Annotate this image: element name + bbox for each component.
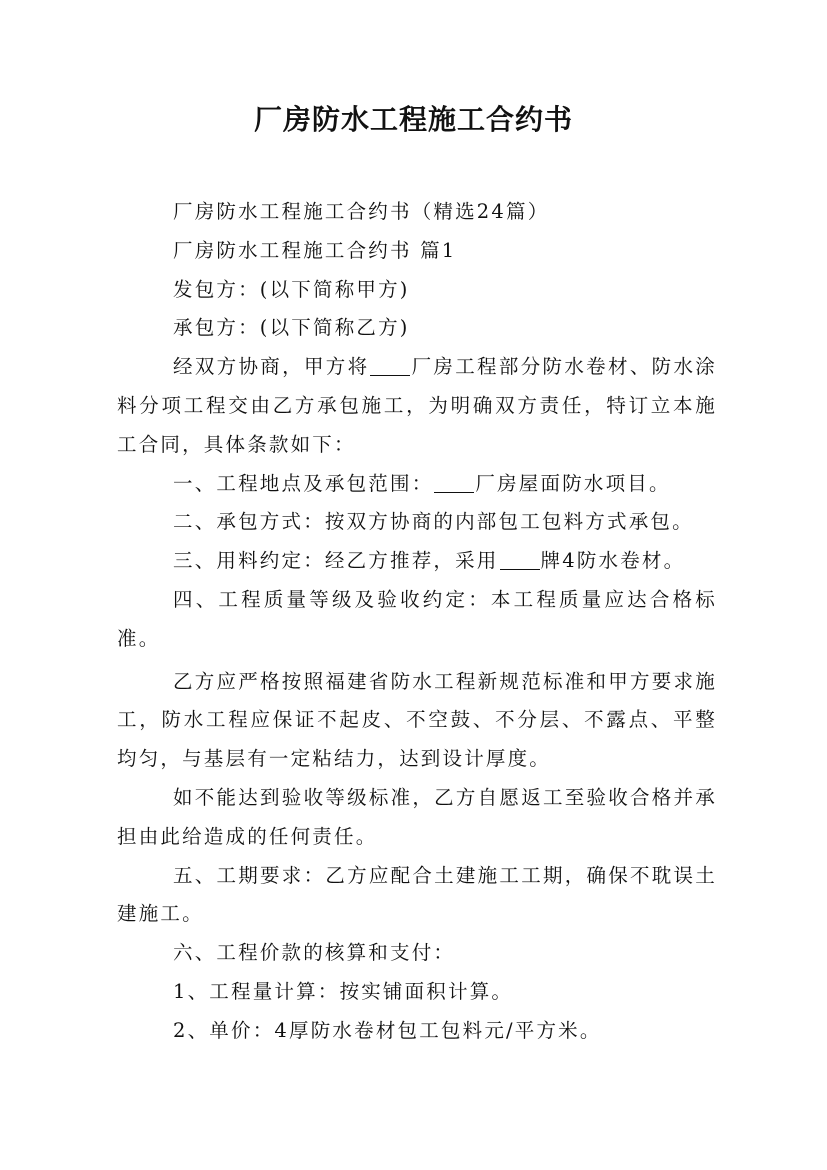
- clause-4: 四、工程质量等级及验收约定：本工程质量应达合格标准。: [117, 587, 717, 650]
- section-heading: 厂房防水工程施工合约书 篇1: [173, 238, 457, 262]
- party-b-line: 承包方：(以下简称乙方): [173, 316, 410, 340]
- clause-6: 六、工程价款的核算和支付：: [173, 941, 456, 965]
- clause-1: [117, 465, 717, 504]
- party-a-line: 发包方：(以下简称甲方): [173, 277, 410, 301]
- clause-5: 五、工期要求：乙方应配合土建施工工期，确保不耽误土建施工。: [117, 863, 717, 926]
- document-body: [117, 193, 717, 1051]
- clause-2: 二、承包方式：按双方协商的内部包工包料方式承包。: [173, 510, 694, 534]
- blank-underline: [434, 472, 474, 493]
- blank-underline: [500, 550, 540, 571]
- clause-3: [117, 542, 717, 581]
- clause-1-post: 厂房屋面防水项目。: [475, 471, 671, 495]
- intro-post: 厂房工程部分防水卷材、防水涂料分项工程交由乙方承包施工，为明确双方责任，特订立本施工合同，具体条款如下：: [117, 355, 717, 456]
- item-2: 2、单价：4厚防水卷材包工包料元/平方米。: [173, 1018, 602, 1042]
- intro-paragraph: [117, 348, 717, 464]
- blank-underline: [370, 356, 410, 377]
- intro-pre: 经双方协商，甲方将: [173, 355, 370, 379]
- clause-1-pre: 一、工程地点及承包范围：: [173, 471, 434, 495]
- rework-paragraph: 如不能达到验收等级标准，乙方自愿返工至验收合格并承担由此给造成的任何责任。: [117, 785, 717, 848]
- clause-3-pre: 三、用料约定：经乙方推荐，采用: [173, 549, 499, 573]
- item-1: 1、工程量计算：按实铺面积计算。: [173, 979, 514, 1003]
- clause-3-post: 牌4防水卷材。: [540, 549, 686, 573]
- subtitle: 厂房防水工程施工合约书（精选24篇）: [173, 200, 550, 223]
- quality-requirements: 乙方应严格按照福建省防水工程新规范标准和甲方要求施工，防水工程应保证不起皮、不空鼓、不分层、不露点、平整均匀，与基层有一定粘结力，达到设计厚度。: [117, 669, 717, 771]
- document-title: 厂房防水工程施工合约书: [253, 103, 573, 136]
